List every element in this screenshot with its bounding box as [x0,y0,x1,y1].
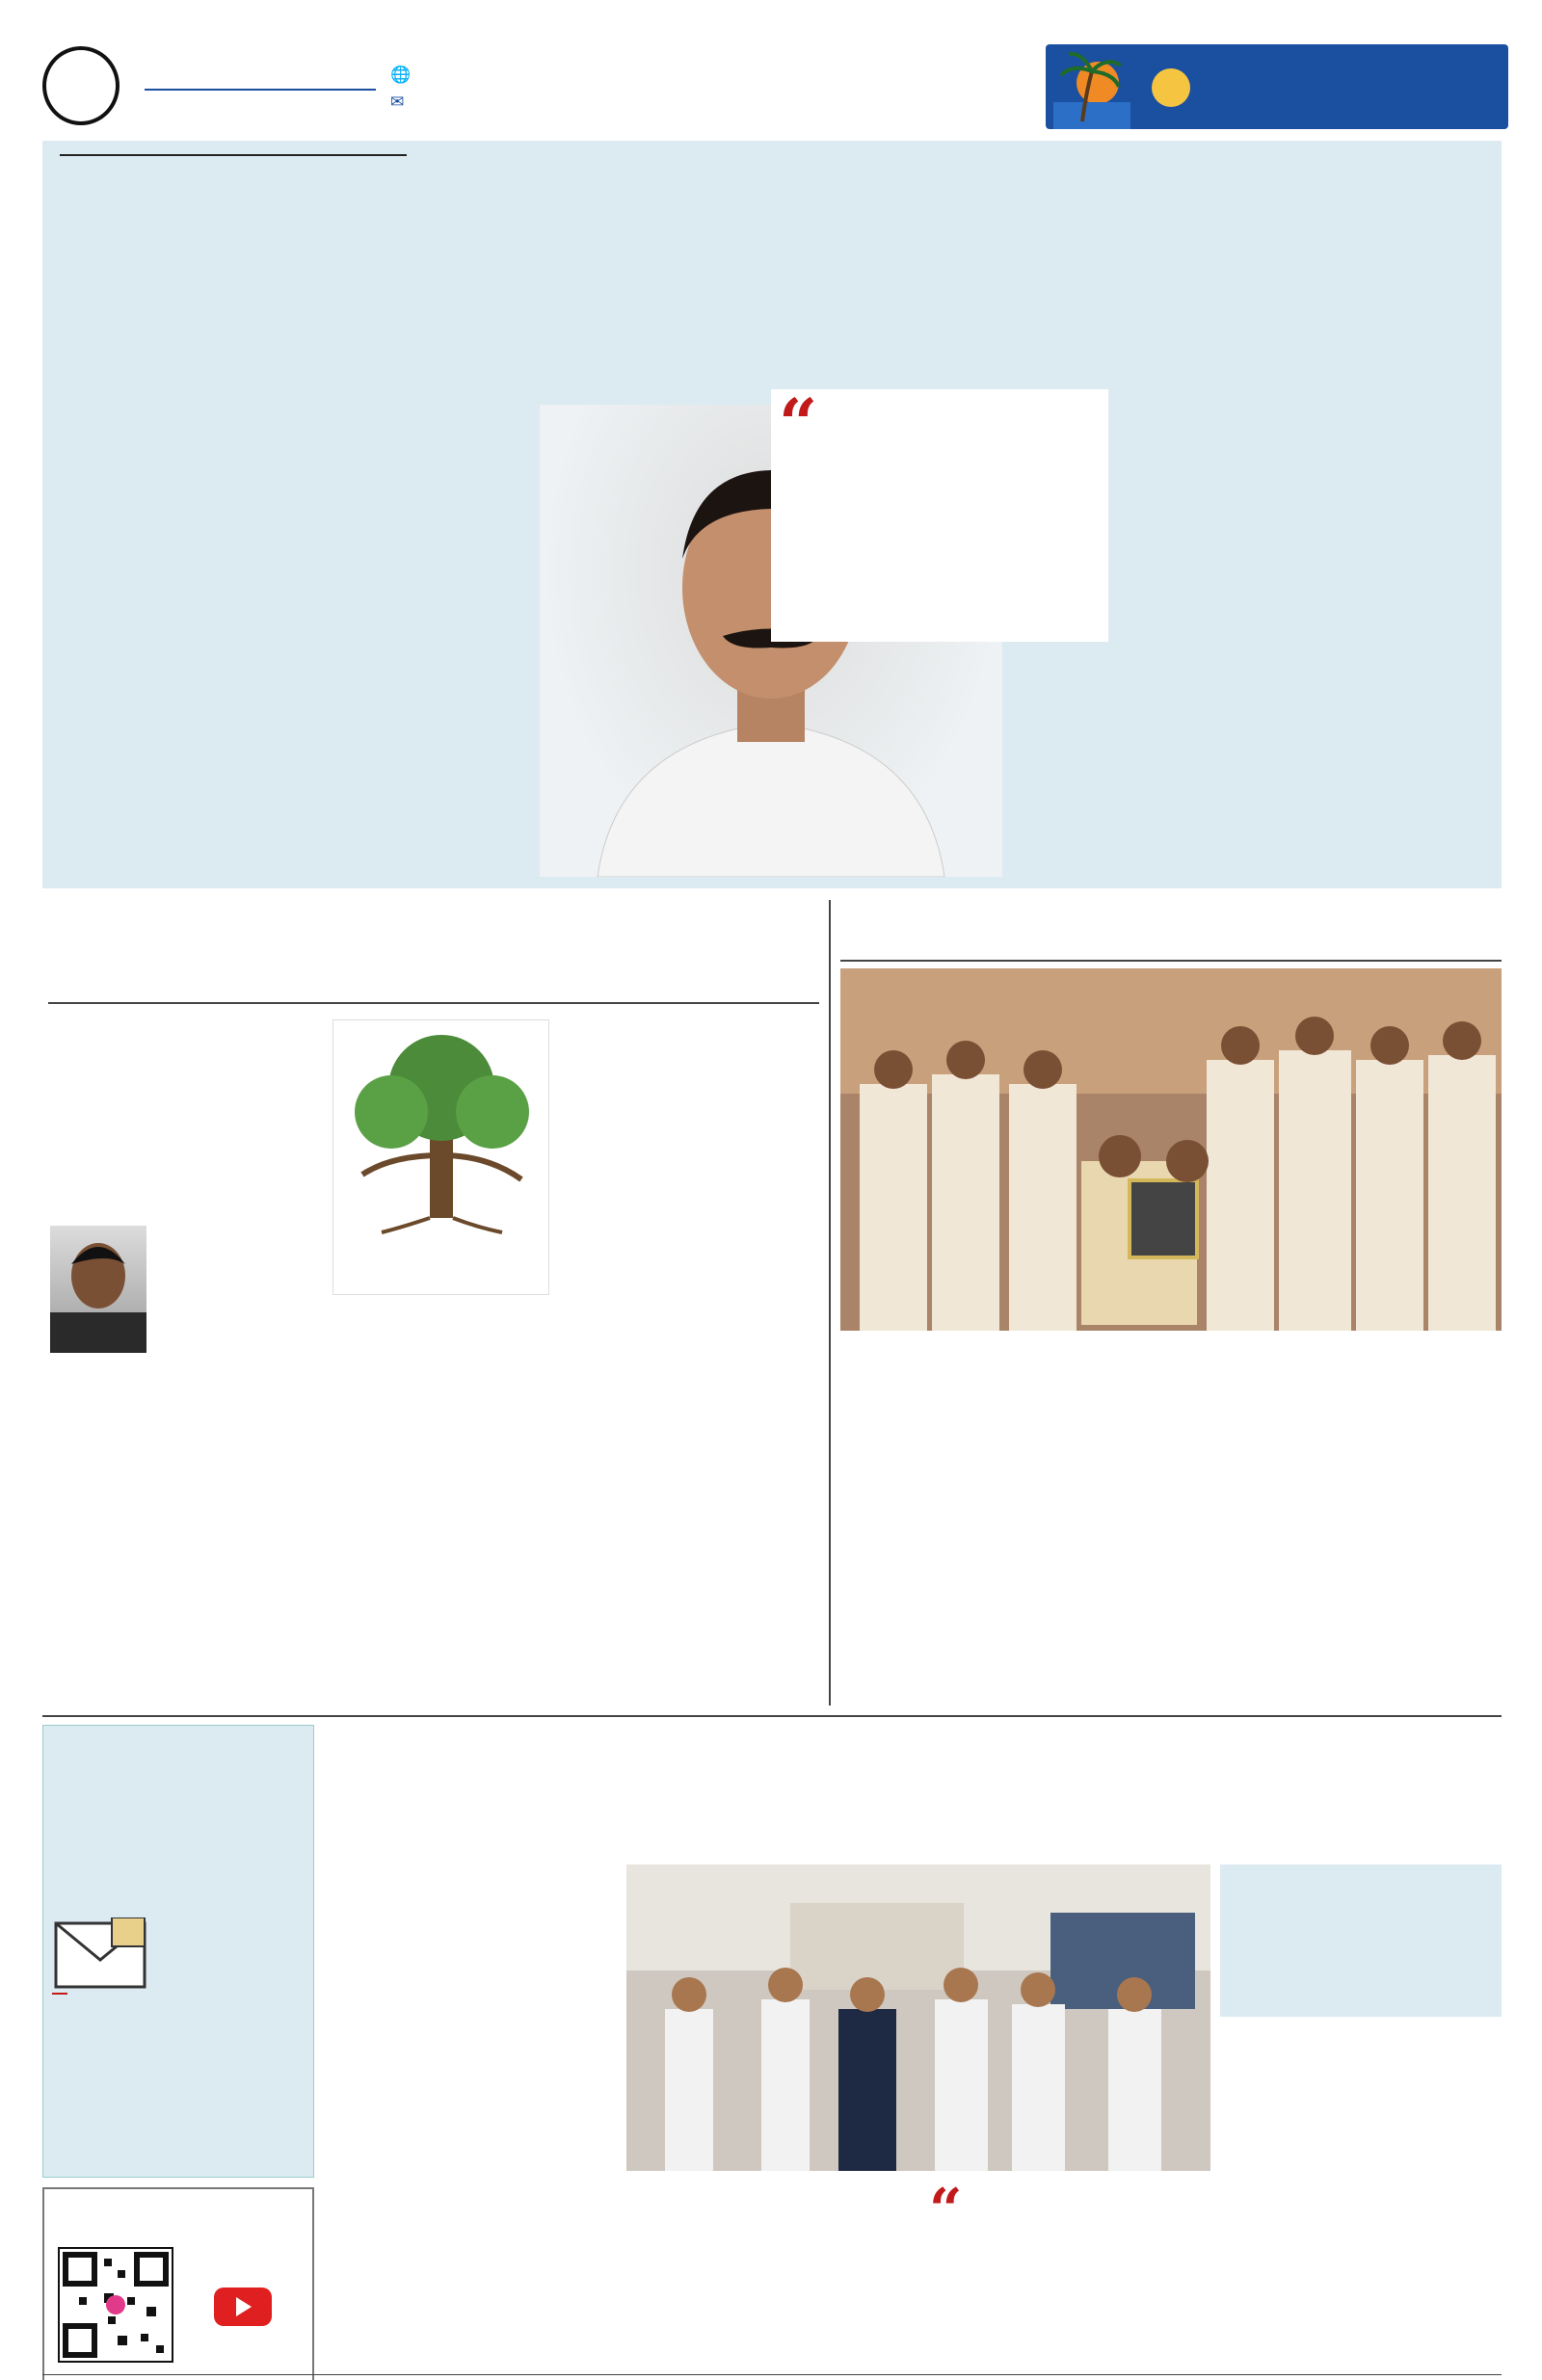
article2-body-col3 [559,1012,819,1310]
article5-quote [968,2182,1207,2316]
globe-icon: 🌐 [390,66,412,85]
header-date-rule [145,89,376,91]
envelope-illustration [52,1917,148,1995]
masthead [1046,44,1508,129]
article3-rule [840,960,1502,962]
quote-mark-icon: “ [779,383,818,463]
page-number-badge [42,46,120,125]
article5-quote-box [925,2177,1210,2343]
article5-body-col4 [1220,2178,1502,2351]
website-link[interactable] [390,66,411,85]
mail-icon: ✉ [390,93,405,112]
quote-mark-icon-2: “ [929,2177,963,2244]
article1-body-col4 [1123,150,1494,881]
qr-code[interactable] [58,2247,173,2363]
tree-icon [333,1020,550,1296]
vruksha-logo [332,1019,549,1295]
email-link[interactable] [390,93,404,112]
article2-body-col3-cont [559,1341,819,1706]
article3-body-col2 [1176,1339,1502,1706]
article3-body-col1 [840,1339,1163,1706]
article1-quote-box [771,383,1108,642]
article1-body-col1 [56,239,398,881]
article2-body-col2 [332,1301,549,1706]
envelope-label [52,1993,67,1995]
person-photo [50,1226,146,1353]
article5-body-col2 [626,2180,916,2343]
article1-quote [819,395,1101,599]
person-illustration [50,1226,146,1353]
article2-body-col1 [48,1012,328,1706]
felicitation-photo [840,968,1502,1331]
youtube-icon[interactable] [214,2287,272,2326]
tribute-box [1220,1864,1502,2017]
article5-body-col1 [328,1864,617,2356]
footer-rule [42,2374,1502,2375]
qr-code-icon [60,2249,172,2361]
section-rule [42,1715,1502,1717]
lab-photo [626,1864,1210,2171]
article1-body-col3 [856,655,1106,883]
lab-illustration [626,1864,1210,2171]
article1-kicker [60,150,407,156]
felicitation-illustration [840,968,1502,1331]
masthead-logo-icon [1152,68,1190,107]
column-divider [829,900,831,1706]
masthead-title [1152,56,1190,112]
envelope-icon [52,1917,148,2014]
article2-rule [48,1002,819,1004]
palm-tree-icon [1053,44,1130,129]
article1-kicker-name [60,150,407,156]
